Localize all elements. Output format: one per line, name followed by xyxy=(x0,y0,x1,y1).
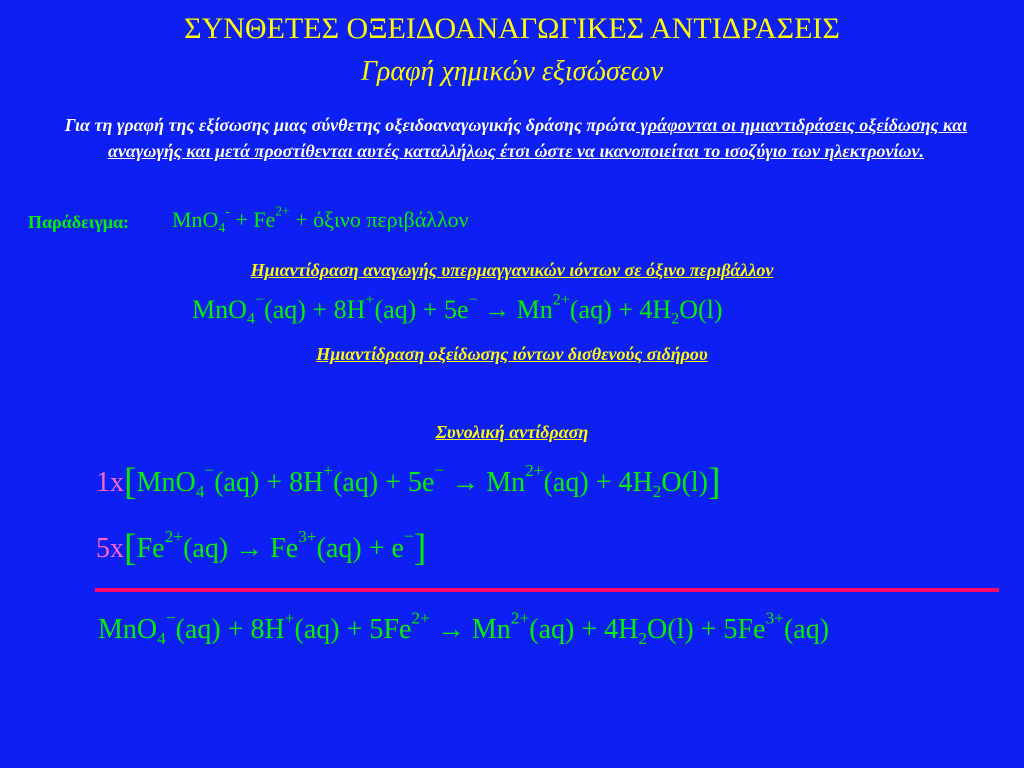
eq-sub: 2 xyxy=(638,629,648,649)
eq-part: (aq) + 8H xyxy=(175,614,285,645)
eq-part: (aq) + 8H xyxy=(214,466,324,498)
reaction-arrow: → xyxy=(429,614,472,645)
reduction-equation xyxy=(192,292,723,328)
example-fe: + Fe xyxy=(235,207,276,232)
eq-part: (aq) + 5e xyxy=(374,295,469,324)
example-medium: + όξινο περιβάλλον xyxy=(295,207,469,232)
eq-part: O(l) xyxy=(661,466,709,498)
open-bracket: [ xyxy=(124,527,137,569)
eq-charge: − xyxy=(165,608,176,628)
intro-paragraph xyxy=(38,112,994,164)
eq-charge: − xyxy=(403,527,414,547)
eq-charge: − xyxy=(468,291,478,309)
reaction-arrow: → xyxy=(477,295,517,324)
eq-charge: 3+ xyxy=(765,608,784,628)
intro-text: Για τη γραφή της εξίσωσης μιας σύνθετης οξειδοαναγωγικής δράσης πρώτα xyxy=(64,115,636,135)
example-charge: - xyxy=(225,203,230,219)
eq-charge: + xyxy=(365,291,375,309)
eq-sub: 4 xyxy=(246,310,255,328)
eq-charge: 2+ xyxy=(164,527,184,547)
eq-charge: − xyxy=(254,291,265,309)
example-label: Παράδειγμα: xyxy=(28,212,130,232)
oxidation-heading: Ημιαντίδραση οξείδωσης ιόντων δισθενούς σιδήρου xyxy=(316,344,708,364)
overall-equation xyxy=(98,608,829,652)
eq-part: (aq) + 8H xyxy=(264,295,366,324)
eq-charge: + xyxy=(284,608,295,628)
eq-sub: 2 xyxy=(671,310,680,328)
eq-part: (aq) + 4H xyxy=(529,614,639,645)
eq-sub: 2 xyxy=(652,482,662,502)
example-sub: 4 xyxy=(218,219,226,235)
eq-part: Mn xyxy=(471,614,511,645)
eq-part: Mn xyxy=(486,466,526,498)
eq-charge: − xyxy=(204,461,215,481)
eq-part: O(l) xyxy=(679,295,723,324)
eq-part: (aq) xyxy=(183,532,229,564)
multiplied-oxidation-line xyxy=(96,526,426,571)
eq-part: Fe xyxy=(270,532,299,564)
eq-charge: 2+ xyxy=(510,608,530,628)
page-subtitle: Γραφή χημικών εξισώσεων xyxy=(360,56,664,87)
eq-part: Mn xyxy=(516,295,553,324)
eq-charge: 2+ xyxy=(525,461,544,481)
eq-part: MnO xyxy=(98,614,158,645)
overall-heading: Συνολική αντίδραση xyxy=(435,422,589,442)
reaction-arrow: → xyxy=(444,466,487,498)
multiplier-5x: 5x xyxy=(96,532,124,564)
eq-part: Fe xyxy=(136,532,165,564)
eq-part: MnO xyxy=(136,466,196,498)
eq-part: MnO xyxy=(192,295,247,324)
eq-sub: 4 xyxy=(195,482,205,502)
eq-charge: 3+ xyxy=(298,527,317,547)
eq-sub: 4 xyxy=(157,629,166,649)
eq-charge: 2+ xyxy=(552,291,570,309)
page-title: ΣΥΝΘΕΤΕΣ ΟΞΕΙΔΟΑΝΑΓΩΓΙΚΕΣ ΑΝΤΙΔΡΑΣΕΙΣ xyxy=(184,12,840,45)
reduction-heading: Ημιαντίδραση αναγωγής υπερμαγγανικών ιόντων σε όξινο περιβάλλον xyxy=(250,260,774,280)
eq-charge: 2+ xyxy=(411,608,430,628)
eq-part: (aq) + 5e xyxy=(333,466,435,498)
eq-charge: + xyxy=(323,461,334,481)
close-bracket: ] xyxy=(413,527,427,569)
eq-part: (aq) + e xyxy=(316,532,404,564)
eq-charge: − xyxy=(434,461,445,481)
example-equation xyxy=(172,203,469,235)
divider-line xyxy=(95,588,999,592)
eq-part: O(l) + 5Fe xyxy=(647,614,766,645)
multiplied-reduction-line xyxy=(96,460,721,505)
close-bracket: ] xyxy=(708,461,721,503)
eq-part: (aq) + 4H xyxy=(569,295,672,324)
example-fe-charge: 2+ xyxy=(275,203,290,219)
eq-part: (aq) + 4H xyxy=(543,466,653,498)
reaction-arrow: → xyxy=(228,532,271,564)
intro-underlined-text: γράφονται οι ημιαντιδράσεις οξείδωσης και αναγωγής και μετά προστίθενται αυτές καταλλήλως έτσι ώστε να ικανοποιείται το ισοζύγιο των ηλεκτρονίων. xyxy=(107,115,968,161)
example-mno4: MnO xyxy=(172,207,219,232)
multiplier-1x: 1x xyxy=(96,466,124,498)
eq-part: (aq) xyxy=(783,614,830,645)
open-bracket: [ xyxy=(124,461,137,503)
eq-part: (aq) + 5Fe xyxy=(294,614,412,645)
